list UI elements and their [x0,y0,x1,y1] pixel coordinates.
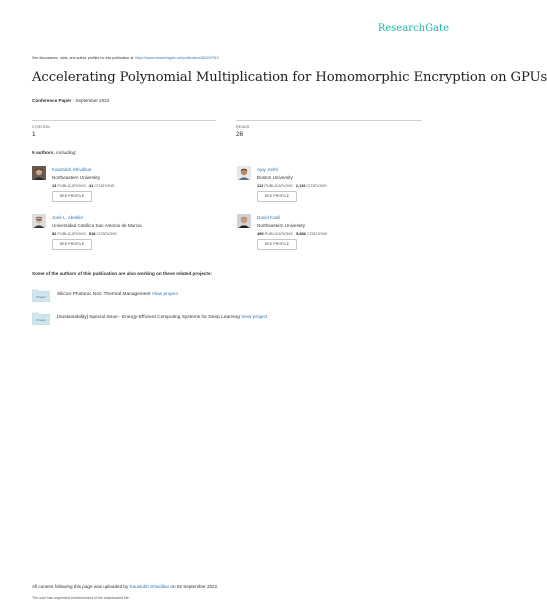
uploader-link[interactable]: Kaustubh Shivdikar [129,584,170,589]
author-publications-label: PUBLICATIONS [57,183,86,188]
project-folder-icon [32,288,50,302]
project-title [57,315,267,320]
publication-type-separator: · [71,98,76,103]
project-folder-label: Project [36,318,46,322]
see-profile-button[interactable]: SEE PROFILE [257,239,297,250]
divider-citations [32,120,216,121]
author-citations-count: 41 [88,183,94,188]
avatar[interactable] [32,166,46,180]
view-project-link[interactable]: View project [151,292,178,297]
publication-date: September 2022 [75,98,110,103]
project-folder-icon [32,311,50,325]
upload-note-prefix: All content following this page was uploaded by [32,584,130,589]
project-title [57,292,178,297]
publication-type [32,98,109,103]
author-stats [52,231,117,236]
divider-reads [236,120,422,121]
citations-count: 1 [32,131,36,138]
author-publications-count: 112 [257,183,264,188]
author-stats [52,183,115,188]
author-citations-label: CITATIONS [306,183,327,188]
author-name[interactable]: David Kaeli [257,215,281,220]
project-folder-label: Project [36,295,46,299]
author-card [32,166,212,206]
author-citations-count: 5,836 [296,231,306,236]
see-profile-button[interactable]: SEE PROFILE [257,191,297,202]
author-citations-count: 518 [88,231,96,236]
see-profile-button[interactable]: SEE PROFILE [52,239,92,250]
author-institution: Northeastern University [257,223,305,228]
discussion-note-text: See discussions, stats, and author profiles for this publication at: [32,56,136,60]
upload-note-suffix: on 02 September 2022. [169,584,219,589]
project-title-text: Silicon-Photonic NoC Thermal Management [57,292,152,297]
author-institution: Boston University [257,175,293,180]
view-project-link[interactable]: View project [241,315,268,320]
author-card [237,214,417,254]
author-institution: Northeastern University [52,175,100,180]
see-profile-button[interactable]: SEE PROFILE [52,191,92,202]
enhancement-note: The user has requested enhancement of the downloaded file. [32,596,130,600]
author-institution: Universidad Católica San Antonio de Murcia [52,223,142,228]
author-card [32,214,212,254]
author-publications-label: PUBLICATIONS [264,183,293,188]
avatar[interactable] [237,166,251,180]
author-card [237,166,417,206]
upload-note [32,584,218,589]
reads-label: READS [236,125,250,129]
discussion-note [32,56,219,60]
authors-heading [32,151,77,156]
authors-count: 9 authors [32,151,54,156]
author-name[interactable]: Ajay Joshi [257,167,278,172]
author-citations-label: CITATIONS [96,231,117,236]
avatar[interactable] [32,214,46,228]
publication-type-label: Conference Paper [32,98,72,103]
citations-label: CITATION [32,125,50,129]
author-citations-label: CITATIONS [94,183,115,188]
project-item [32,288,432,306]
author-stats [257,231,327,236]
related-projects-heading: Some of the authors of this publication are also working on these related projects: [32,271,212,276]
authors-heading-suffix: , including: [53,151,77,156]
author-publications-label: PUBLICATIONS [57,231,86,236]
project-title-text: [Sustainability] Special Issue - Energy-Efficient Computing Systems for Deep Learning [57,315,242,320]
paper-title: Accelerating Polynomial Multiplication for Homomorphic Encryption on GPUs [32,70,547,85]
author-publications-label: PUBLICATIONS [264,231,293,236]
publication-url-link[interactable]: https://www.researchgate.net/publication/363247510 [135,56,219,60]
author-name[interactable]: José L. Abellán [52,215,84,220]
author-citations-count: 2,119 [295,183,306,188]
author-name[interactable]: Kaustubh Shivdikar [52,167,92,172]
author-publications-count: 82 [52,231,57,236]
author-publications-count: 13 [52,183,57,188]
researchgate-logo[interactable]: ResearchGate [377,23,449,34]
reads-count: 26 [236,131,244,138]
author-publications-count: 495 [257,231,264,236]
author-stats [257,183,327,188]
avatar[interactable] [237,214,251,228]
project-item [32,311,432,329]
author-citations-label: CITATIONS [306,231,328,236]
